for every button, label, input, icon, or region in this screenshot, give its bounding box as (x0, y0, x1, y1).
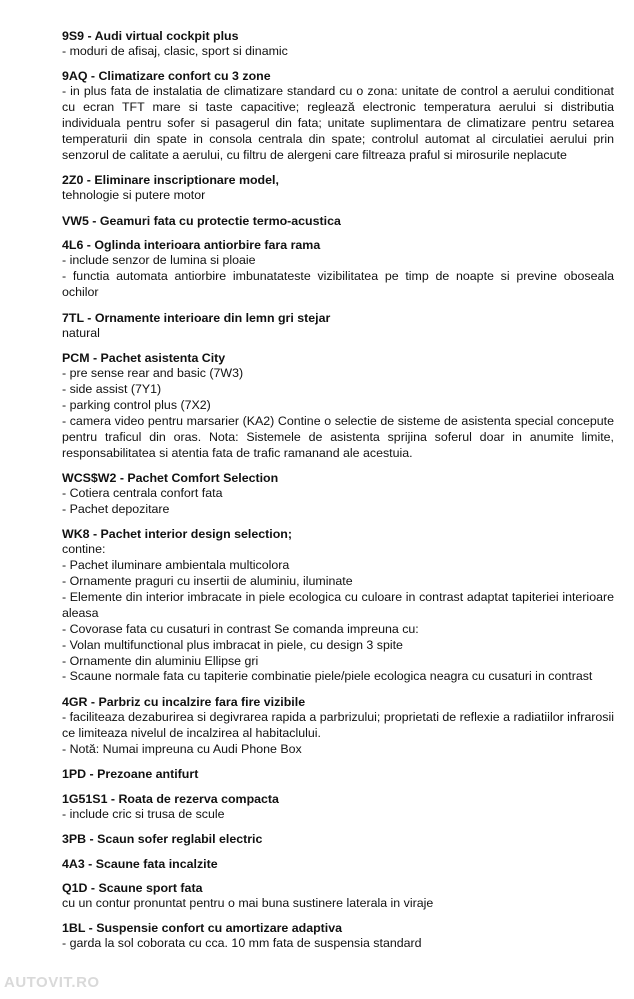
option-description-line: - Scaune normale fata cu tapiterie combinatie piele/piele ecologica neagra cu cusaturi in contrast (62, 669, 593, 684)
option-title: Q1D - Scaune sport fata (62, 881, 203, 895)
option-section (62, 694, 614, 758)
option-section (62, 791, 614, 823)
option-title: VW5 - Geamuri fata cu protectie termo-acustica (62, 213, 341, 228)
option-section (62, 350, 614, 461)
option-section (62, 856, 614, 872)
option-title: 1BL - Suspensie confort cu amortizare adaptiva (62, 921, 343, 936)
option-description-line: - garda la sol coborata cu cca. 10 mm fata de suspensia standard (62, 936, 422, 951)
option-section (62, 470, 614, 518)
option-section (62, 213, 614, 229)
option-section (62, 310, 614, 342)
option-description-line: - in plus fata de instalatia de climatizare standard cu o zona: unitate de control a aerului conditionat cu ecran TFT mare si taste capacitive; reglează electronic temperatura aerului si distributia individuala pentru sofer si pasagerul din fata; unitate suplimentara de climatizare pentru setarea temperaturii din spate in consola centrala din spate; controlul automat al circulatiei aerului prin senzorul de calitate a aerului, cu filtru de alergeni care filtreaza praful si mirosurile neplacute (62, 84, 614, 163)
option-description-line: - Ornamente praguri cu insertii de aluminiu, iluminate (62, 574, 353, 589)
option-section (62, 526, 614, 685)
option-title: 4L6 - Oglinda interioara antiorbire fara rama (62, 238, 321, 253)
option-description-line: - side assist (7Y1) (62, 381, 162, 396)
option-description-line: tehnologie si putere motor (62, 188, 206, 203)
option-title: 4A3 - Scaune fata incalzite (62, 856, 218, 871)
option-title: 7TL - Ornamente interioare din lemn gri stejar (62, 310, 331, 325)
option-section (62, 920, 614, 952)
option-section (62, 880, 614, 912)
option-description-line: - Ornamente din aluminiu Ellipse gri (62, 653, 259, 668)
option-title: PCM - Pachet asistenta City (62, 350, 226, 365)
option-title: 4GR - Parbriz cu incalzire fara fire vizibile (62, 694, 306, 709)
option-title: 9S9 - Audi virtual cockpit plus (62, 29, 239, 43)
option-section (62, 766, 614, 782)
options-list (62, 28, 614, 961)
option-description-line: - Elemente din interior imbracate in piele ecologica cu culoare in contrast adaptat tapiteriei interioare aleasa (62, 589, 614, 620)
option-title: 1PD - Prezoane antifurt (62, 767, 199, 782)
option-description-line: - Covorase fata cu cusaturi in contrast Se comanda impreuna cu: (62, 621, 419, 636)
option-section (62, 172, 614, 204)
option-section (62, 831, 614, 847)
option-title: 2Z0 - Eliminare inscriptionare model, (62, 173, 279, 188)
option-section (62, 237, 614, 301)
option-description-line: - parking control plus (7X2) (62, 397, 211, 412)
option-title: WK8 - Pachet interior design selection; (62, 527, 292, 542)
option-section (62, 68, 614, 164)
option-description-line: - pre sense rear and basic (7W3) (62, 365, 244, 380)
option-description-line: - Notă: Numai impreuna cu Audi Phone Box (62, 741, 302, 756)
option-description-line: - Volan multifunctional plus imbracat in piele, cu design 3 spite (62, 637, 403, 652)
option-description-line: - Cotiera centrala confort fata (62, 485, 223, 500)
watermark-logo: AUTOVIT.RO (4, 974, 100, 991)
option-description-line: - camera video pentru marsarier (KA2) Contine o selectie de sisteme de asistenta special concepute pentru traficul din oras. Nota: Sistemele de asistenta sprijina soferul doar in anumite limite, responsabilitatea si atentia fata de trafic ramanand ale acestuia. (62, 413, 614, 460)
option-description-line: - Pachet iluminare ambientala multicolora (62, 558, 290, 573)
option-description-line: natural (62, 325, 100, 340)
option-title: WCS$W2 - Pachet Comfort Selection (62, 470, 279, 485)
option-description-line: cu un contur pronuntat pentru o mai buna sustinere laterala in viraje (62, 896, 434, 910)
option-description-line: - moduri de afisaj, clasic, sport si dinamic (62, 44, 288, 58)
option-description-line: - include cric si trusa de scule (62, 806, 225, 821)
option-description-line: contine: (62, 542, 106, 557)
option-title: 1G51S1 - Roata de rezerva compacta (62, 791, 279, 806)
option-title: 3PB - Scaun sofer reglabil electric (62, 832, 263, 846)
option-title: 9AQ - Climatizare confort cu 3 zone (62, 69, 271, 84)
option-description-line: - faciliteaza dezaburirea si degivrarea rapida a parbrizului; proprietati de reflexie a radiatiilor infrarosii ce limiteaza nivelul de incalzirea al habitaclului. (62, 709, 614, 740)
option-section (62, 28, 614, 60)
option-description-line: - functia automata antiorbire imbunatateste vizibilitatea pe timp de noapte si previne oboseala ochilor (62, 269, 614, 300)
option-description-line: - include senzor de lumina si ploaie (62, 253, 256, 268)
option-description-line: - Pachet depozitare (62, 501, 170, 516)
